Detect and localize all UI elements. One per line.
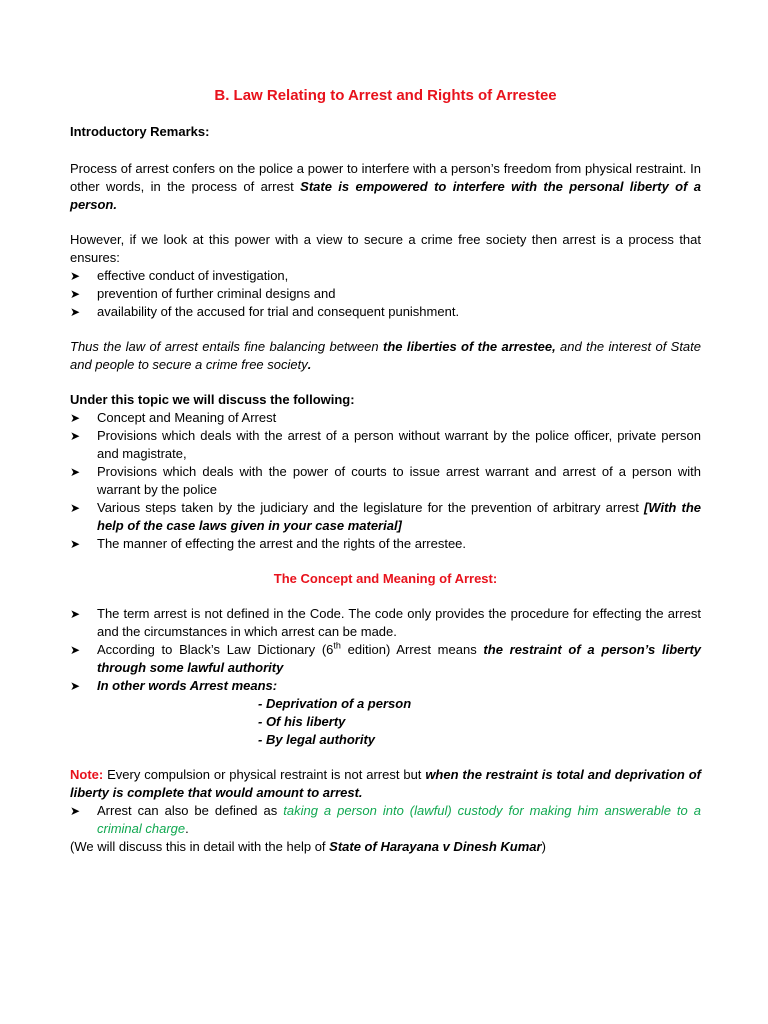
arrow-bullet-icon: ➤ [70,305,81,319]
topics-heading: Under this topic we will discuss the following: [70,392,355,407]
means-item: - By legal authority [258,732,376,747]
topics-list [70,409,701,553]
intro-emphasis: State is empowered to interfere with the personal liberty of a person. [70,179,701,212]
ensures-list [70,267,701,321]
means-item: - Of his liberty [258,714,346,729]
case-law-note: [With the help of the case laws given in your case material] [97,500,701,533]
arrow-bullet-icon: ➤ [70,804,81,818]
list-item: ➤ Concept and Meaning of Arrest [70,410,277,425]
intro-paragraph: Process of arrest confers on the police a power to interfere with a person’s freedom from physical restraint. In other words, in the process of arrest State is empowered to interfere with the personal liberty of a person. [70,161,701,212]
arrow-bullet-icon: ➤ [70,643,81,657]
note-label: Note: [70,767,104,782]
arrow-bullet-icon: ➤ [70,269,81,283]
arrow-bullet-icon: ➤ [70,429,81,443]
page-title: B. Law Relating to Arrest and Rights of Arrestee [214,87,557,104]
custody-definition: taking a person into (lawful) custody for making him answerable to a criminal charge [97,803,701,836]
arrow-bullet-icon: ➤ [70,465,81,479]
list-item: ➤ According to Black’s Law Dictionary (6th edition) Arrest means the restraint of a person’s liberty through some lawful authority [70,640,702,675]
concept-list [70,605,701,695]
list-item: ➤ prevention of further criminal designs and [70,286,336,301]
arrow-bullet-icon: ➤ [70,411,81,425]
list-item: ➤ Provisions which deals with the power of courts to issue arrest warrant and arrest of a person with warrant by the police [70,464,701,497]
list-item: ➤ Arrest can also be defined as taking a person into (lawful) custody for making him answerable to a criminal charge. [70,803,701,836]
case-reference: State of Harayana v Dinesh Kumar [329,839,542,854]
note-paragraph: Note: Every compulsion or physical restraint is not arrest but when the restraint is total and deprivation of liberty is complete that would amount to arrest. [70,767,701,800]
arrow-bullet-icon: ➤ [70,287,81,301]
arrow-bullet-icon: ➤ [70,537,81,551]
ensures-paragraph: However, if we look at this power with a view to secure a crime free society then arrest is a process that ensures: [70,232,701,265]
list-item: ➤ The term arrest is not defined in the Code. The code only provides the procedure for effecting the arrest and the circumstances in which arrest can be made. [70,606,701,639]
list-item: ➤ Provisions which deals with the arrest of a person without warrant by the police officer, private person and magistrate, [70,428,701,461]
document-page [70,86,701,856]
final-paragraph: (We will discuss this in detail with the help of State of Harayana v Dinesh Kumar) [70,839,546,854]
arrow-bullet-icon: ➤ [70,679,81,693]
list-item: ➤ Various steps taken by the judiciary and the legislature for the prevention of arbitrary arrest [With the help of the case laws given in your case material] [70,500,701,533]
definition-list [70,802,701,838]
balance-paragraph: Thus the law of arrest entails fine balancing between the liberties of the arrestee, and the interest of State and people to secure a crime free society. [70,339,702,372]
arrow-bullet-icon: ➤ [70,501,81,515]
concept-heading: The Concept and Meaning of Arrest: [273,571,498,586]
list-item: ➤ In other words Arrest means: [70,678,278,693]
intro-heading: Introductory Remarks: [70,124,210,139]
list-item: ➤ effective conduct of investigation, [70,268,289,283]
list-item: ➤ availability of the accused for trial and consequent punishment. [70,304,460,319]
means-item: - Deprivation of a person [258,696,412,711]
list-item: ➤ The manner of effecting the arrest and the rights of the arrestee. [70,536,467,551]
arrow-bullet-icon: ➤ [70,607,81,621]
